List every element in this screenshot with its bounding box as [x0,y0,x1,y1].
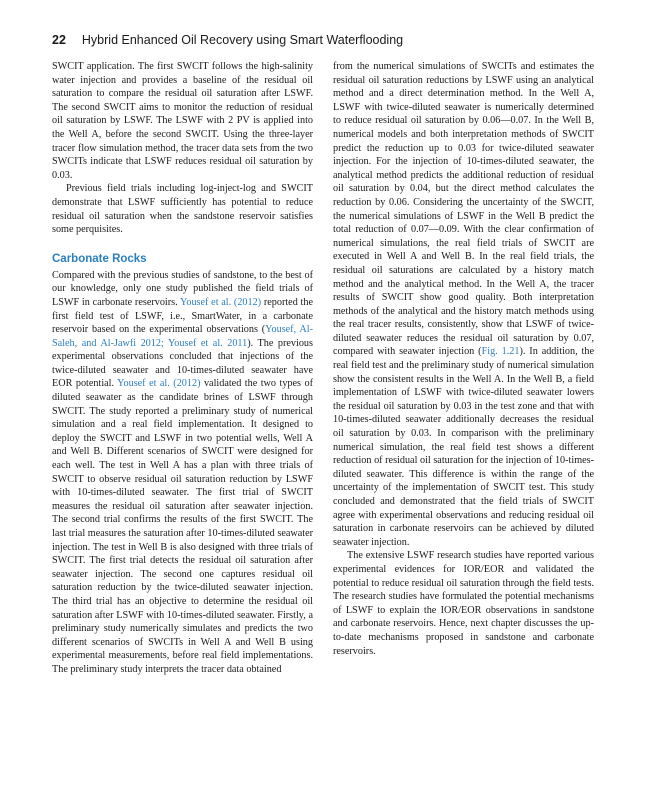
page-number: 22 [52,33,66,47]
citation-link[interactable]: Yousef et al. (2012) [117,378,201,390]
paragraph-carbonate-results [333,60,594,549]
text-run: validated the two types of diluted seawater as the candidate brines of LSWF through SWCIT. The study reported a preliminary study of numerical simulation and a real field implementation. It designed to deploy the SWCIT and LSWF in two potential wells, Well A and Well B. Different scenarios of SWCIT were designed for each well. The test in Well A has a plan with three trials of SWCIT to observe residual oil saturation reduction by LSWF with 10-times-diluted seawater. The first trial of SWCIT measures the residual oil saturation after seawater injection. The second trial confirms the results of the first SWCIT. The last trial measures the saturation after 10-times-diluted seawater injection. The test in Well B is also designed with three trials of SWCIT. The first trial detects the residual oil saturation after seawater injection. The second one captures residual oil saturation reduction by the twice-diluted seawater injection. The third trial has an objective to determine the residual oil saturation after LSWF with 10-times-diluted seawater. Firstly, a preliminary study numerically simulates and predicts the two different scenarios of SWCITs in Well A and Well B using experimental measurements, before real field implementations. The preliminary study interprets the tracer data obtained [52,378,313,675]
paragraph-sandstone-summary: Previous field trials including log-inject-log and SWCIT demonstrate that LSWF sufficiently has potential to reduce residual oil saturation when the sandstone reservoir satisfies some perquisites. [52,183,313,236]
citation-link[interactable]: Yousef, Al-Saleh, and Al-Jawfi 2012; Yousef et al. 2011 [52,324,313,349]
right-column [333,60,594,658]
text-run: reported the first field test of LSWF, i.e., SmartWater, in a carbonate reservoir based on the experimental observations ( [52,296,313,336]
paragraph-sandstone-swcit: SWCIT application. The first SWCIT follows the high-salinity water injection and provides a baseline of the residual oil saturation to compare the residual oil saturation after LSWF. The second SWCIT aims to monitor the reduction of residual oil saturation by LSWF. The LSWF with 2 PV is applied into the Well A, before the second SWCIT. Using the three-layer tracer flow simulation method, the tracer data sets from the two SWCITs indicate that LSWF reduces residual oil saturation by 0.03. [52,61,313,181]
text-run: ). The previous experimental observations concluded that injections of the twice-diluted seawater and 10-times-diluted seawater have EOR potential. [52,337,313,390]
section-heading-carbonate-rocks: Carbonate Rocks [52,252,147,265]
text-run: ). In addition, the real field test and the preliminary study of numerical simulation show the consistent results in the Well A. In the Well B, a field implementation of LSWF with twice-diluted seawater lowers the residual oil saturation by 0.03 in the test zone and that with 10-times-diluted seawater additionally decreases the residual oil saturation by 0.03. In comparison with the preliminary numerical simulation, the real field test shows a different reduction of residual oil saturation for the injection of 10-times-diluted seawater. This difference is within the range of the uncertainty of the implementation of SWCIT test. This study concluded and demonstrated that the field trials of SWCIT agree with experimental observations and reducing residual oil saturation in carbonate reservoirs can be achieved by diluted seawater injection. [333,346,594,548]
running-header [52,33,403,47]
text-run: from the numerical simulations of SWCITs and estimates the residual oil saturation reductions by LSWF using an analytical method and a direct determination method. In the Well A, LSWF with twice-diluted seawater is numerically determined to reduce residual oil saturation by 0.06—0.07. In the Well B, numerical models and both interpretation methods of SWCIT predict the reduction up to 0.03 for twice-diluted seawater injection. For the injection of 10-times-diluted seawater, the analytical method predicts the additional reduction of residual oil saturation by 0.04, but the direct method calculates the reduction by 0.06. Considering the uncertainty of the SWCIT, the numerical simulations of LSWF in the Well B predict the total reduction of 0.07—0.09. With the clear confirmation of numerical simulations, the real field trials of SWCIT are executed in Well A and Well B. In the real field trials, the residual oil saturations are calculated by a history match method and the analytical method. In the Well A, the tracer results of SWCIT show good quality. Both interpretation methods of the analytical and the history match methods using the real tracer results, consistently, show that LSWF of twice-diluted seawater reduces the residual oil saturation by 0.07, compared with seawater injection ( [333,61,594,358]
figure-reference-link[interactable]: Fig. 1.21 [481,346,520,358]
text-run: Compared with the previous studies of sandstone, to the best of our knowledge, only one study published the field trials of LSWF in carbonate reservoirs. [52,269,313,308]
citation-link[interactable]: Yousef et al. (2012) [180,296,262,308]
book-title: Hybrid Enhanced Oil Recovery using Smart Waterflooding [81,33,404,47]
paragraph-chapter-transition: The extensive LSWF research studies have reported various experimental evidences for IOR/EOR and validated the potential to reduce residual oil saturation through the field tests. The research studies have formulated the potential mechanisms of LSWF to explain the IOR/EOR observations in sandstone and carbonate reservoirs. Hence, next chapter discusses the up-to-date mechanisms proposed in sandstone and carbonate reservoirs. [333,550,594,657]
left-column [52,60,313,677]
paragraph-carbonate-field-trials [52,269,313,677]
